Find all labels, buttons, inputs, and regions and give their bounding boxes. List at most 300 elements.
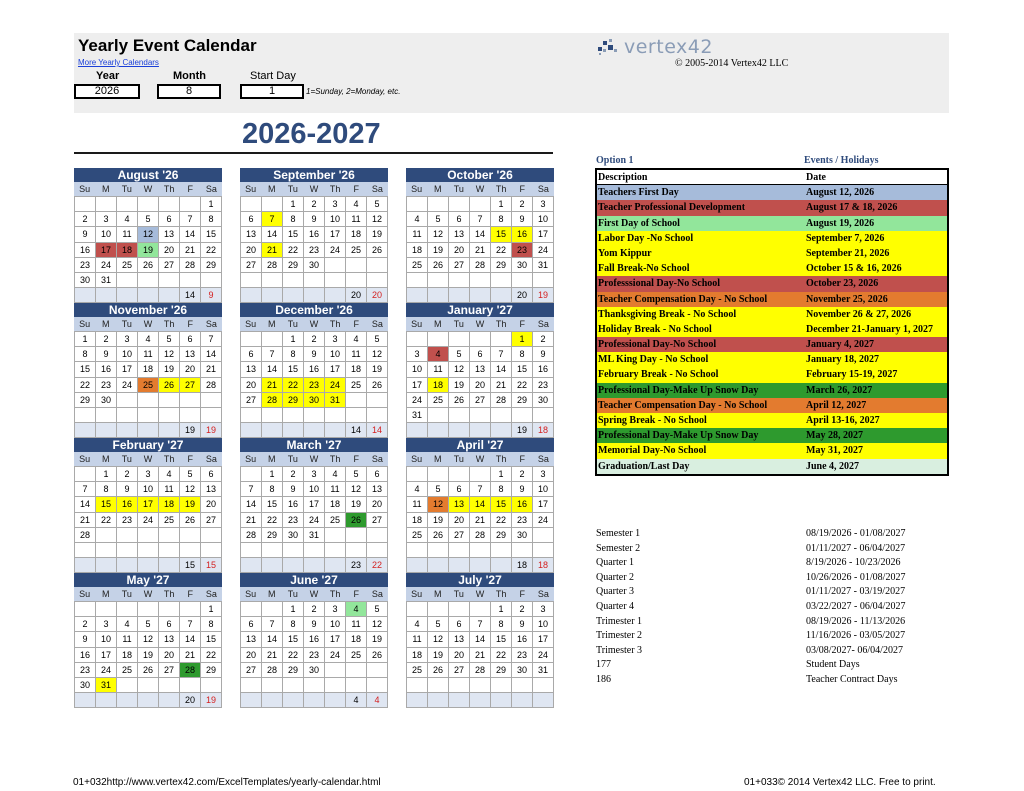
count-cell: 19	[533, 288, 554, 303]
count-cell	[325, 558, 346, 573]
empty-cell	[325, 543, 346, 558]
day-cell: 2	[304, 197, 325, 212]
event-date: October 23, 2026	[806, 278, 879, 290]
day-cell: 6	[241, 617, 262, 632]
day-cell: 26	[428, 258, 449, 273]
day-cell: 4	[117, 617, 138, 632]
event-row	[597, 276, 947, 291]
weekday-label: Th	[163, 184, 175, 194]
day-cell: 28	[180, 663, 201, 678]
term-value: 01/11/2027 - 06/04/2027	[806, 542, 906, 554]
event-row	[597, 261, 947, 276]
empty-cell	[180, 678, 201, 693]
day-cell: 30	[512, 528, 533, 543]
day-cell: 27	[241, 393, 262, 408]
weekday-label: Sa	[371, 184, 383, 194]
day-cell: 27	[241, 663, 262, 678]
year-input[interactable]: 2026	[74, 84, 140, 99]
day-cell: 22	[491, 513, 512, 528]
empty-cell	[470, 273, 491, 288]
day-cell: 11	[346, 212, 367, 227]
day-cell: 22	[491, 648, 512, 663]
day-cell: 22	[283, 648, 304, 663]
day-grid	[240, 196, 388, 303]
empty-cell	[512, 678, 533, 693]
empty-cell	[470, 467, 491, 482]
day-cell: 27	[201, 513, 222, 528]
day-cell: 9	[117, 482, 138, 497]
day-cell: 31	[304, 528, 325, 543]
empty-cell	[138, 273, 159, 288]
empty-cell	[449, 602, 470, 617]
empty-cell	[325, 678, 346, 693]
day-cell: 19	[159, 362, 180, 377]
day-cell: 2	[304, 602, 325, 617]
day-cell: 18	[325, 497, 346, 512]
empty-cell	[201, 528, 222, 543]
day-cell: 17	[117, 362, 138, 377]
day-cell: 4	[407, 617, 428, 632]
count-cell: 15	[201, 558, 222, 573]
day-cell: 11	[138, 347, 159, 362]
day-cell: 7	[470, 482, 491, 497]
day-cell: 15	[96, 497, 117, 512]
day-cell: 23	[75, 258, 96, 273]
day-cell: 21	[470, 513, 491, 528]
day-cell: 24	[533, 243, 554, 258]
weekday-label: Tu	[287, 454, 298, 464]
day-cell: 26	[180, 513, 201, 528]
month-title: April '27	[406, 438, 554, 452]
day-cell: 9	[512, 482, 533, 497]
day-cell: 9	[533, 347, 554, 362]
empty-cell	[159, 273, 180, 288]
day-cell: 19	[428, 513, 449, 528]
day-cell: 4	[346, 332, 367, 347]
day-cell: 2	[75, 617, 96, 632]
day-cell: 19	[180, 497, 201, 512]
day-cell: 28	[75, 528, 96, 543]
day-cell: 21	[201, 362, 222, 377]
day-cell: 31	[96, 678, 117, 693]
empty-cell	[75, 467, 96, 482]
term-row	[596, 659, 956, 674]
empty-cell	[117, 273, 138, 288]
day-cell: 6	[449, 617, 470, 632]
day-cell: 23	[304, 648, 325, 663]
month-block	[406, 438, 554, 573]
day-cell: 15	[491, 497, 512, 512]
count-cell: 9	[201, 288, 222, 303]
day-grid	[240, 331, 388, 438]
day-cell: 26	[367, 648, 388, 663]
day-cell: 20	[367, 497, 388, 512]
term-label: Quarter 1	[596, 557, 635, 569]
day-cell: 16	[304, 227, 325, 242]
event-description: Professional Day-Make Up Snow Day	[598, 430, 759, 442]
weekday-label: W	[475, 589, 485, 599]
day-cell: 27	[159, 258, 180, 273]
day-cell: 10	[325, 347, 346, 362]
empty-cell	[138, 543, 159, 558]
day-cell: 17	[138, 497, 159, 512]
empty-cell	[180, 602, 201, 617]
empty-cell	[346, 678, 367, 693]
empty-cell	[180, 273, 201, 288]
month-input[interactable]: 8	[157, 84, 221, 99]
vertex42-logo	[596, 36, 713, 58]
event-date: November 25, 2026	[806, 293, 888, 305]
count-cell	[159, 423, 180, 438]
day-cell: 22	[75, 378, 96, 393]
day-cell: 11	[407, 632, 428, 647]
weekday-label: Su	[411, 319, 423, 329]
day-cell: 6	[180, 332, 201, 347]
day-cell: 9	[75, 632, 96, 647]
day-cell: 26	[138, 663, 159, 678]
day-cell: 4	[407, 212, 428, 227]
day-cell: 6	[201, 467, 222, 482]
day-cell: 7	[262, 617, 283, 632]
count-cell	[325, 288, 346, 303]
more-calendars-link[interactable]: More Yearly Calendars	[78, 58, 159, 67]
count-cell	[470, 423, 491, 438]
month-block	[240, 303, 388, 438]
day-cell: 3	[138, 467, 159, 482]
weekday-label: Th	[329, 184, 341, 194]
day-cell: 5	[428, 482, 449, 497]
event-description: Teacher Compensation Day - No School	[598, 293, 768, 305]
day-cell: 16	[304, 632, 325, 647]
term-row	[596, 557, 956, 572]
day-cell: 17	[96, 243, 117, 258]
empty-cell	[117, 197, 138, 212]
day-cell: 28	[470, 528, 491, 543]
empty-cell	[180, 408, 201, 423]
day-cell: 24	[407, 393, 428, 408]
day-cell: 8	[491, 482, 512, 497]
empty-cell	[533, 408, 554, 423]
day-cell: 23	[75, 663, 96, 678]
empty-cell	[117, 543, 138, 558]
empty-cell	[428, 332, 449, 347]
empty-cell	[346, 393, 367, 408]
day-cell: 19	[367, 362, 388, 377]
day-cell: 22	[491, 243, 512, 258]
count-cell	[533, 693, 554, 708]
day-grid	[406, 196, 554, 303]
event-date: January 18, 2027	[806, 354, 880, 366]
day-cell: 21	[470, 243, 491, 258]
day-grid	[406, 601, 554, 708]
day-cell: 31	[96, 273, 117, 288]
weekday-label: W	[143, 454, 153, 464]
day-cell: 13	[449, 227, 470, 242]
day-cell: 1	[283, 602, 304, 617]
empty-cell	[449, 543, 470, 558]
day-cell: 9	[304, 212, 325, 227]
weekday-label: M	[101, 319, 110, 329]
day-cell: 6	[241, 212, 262, 227]
day-cell: 17	[304, 497, 325, 512]
day-cell: 13	[159, 227, 180, 242]
empty-cell	[407, 197, 428, 212]
count-cell	[75, 288, 96, 303]
day-cell: 12	[138, 227, 159, 242]
day-cell: 29	[201, 663, 222, 678]
day-cell: 23	[96, 378, 117, 393]
weekday-header	[240, 452, 388, 466]
day-cell: 11	[117, 632, 138, 647]
count-cell	[138, 558, 159, 573]
event-row	[597, 337, 947, 352]
day-cell: 30	[533, 393, 554, 408]
empty-cell	[491, 273, 512, 288]
count-cell	[117, 288, 138, 303]
empty-cell	[407, 678, 428, 693]
empty-cell	[138, 528, 159, 543]
count-cell	[75, 558, 96, 573]
weekday-label: W	[309, 454, 319, 464]
day-cell: 10	[533, 212, 554, 227]
empty-cell	[325, 528, 346, 543]
weekday-label: Tu	[453, 319, 464, 329]
day-cell: 2	[512, 602, 533, 617]
event-row	[597, 428, 947, 443]
empty-cell	[449, 273, 470, 288]
empty-cell	[159, 528, 180, 543]
year-rule-divider	[74, 152, 553, 154]
day-cell: 28	[201, 378, 222, 393]
weekday-header	[406, 317, 554, 331]
term-label: Quarter 2	[596, 571, 635, 583]
count-cell	[449, 558, 470, 573]
empty-cell	[304, 543, 325, 558]
day-cell: 26	[159, 378, 180, 393]
day-cell: 3	[325, 197, 346, 212]
empty-cell	[470, 408, 491, 423]
day-cell: 9	[512, 212, 533, 227]
start-day-input[interactable]: 1	[240, 84, 304, 99]
day-cell: 5	[367, 197, 388, 212]
weekday-label: M	[267, 589, 276, 599]
day-cell: 2	[533, 332, 554, 347]
count-cell	[159, 558, 180, 573]
day-cell: 12	[449, 362, 470, 377]
day-cell: 20	[470, 378, 491, 393]
event-description: Thanksgiving Break - No School	[598, 308, 737, 320]
start-day-label: Start Day	[250, 70, 296, 82]
day-cell: 24	[325, 648, 346, 663]
day-cell: 17	[407, 378, 428, 393]
empty-cell	[367, 663, 388, 678]
empty-cell	[117, 528, 138, 543]
empty-cell	[470, 678, 491, 693]
day-cell: 12	[367, 617, 388, 632]
day-cell: 18	[407, 243, 428, 258]
day-cell: 24	[304, 513, 325, 528]
day-cell: 10	[96, 227, 117, 242]
year-range-title: 2026-2027	[242, 118, 381, 150]
empty-cell	[449, 408, 470, 423]
day-cell: 27	[470, 393, 491, 408]
start-day-hint: 1=Sunday, 2=Monday, etc.	[306, 87, 401, 96]
empty-cell	[512, 273, 533, 288]
empty-cell	[159, 408, 180, 423]
empty-cell	[367, 408, 388, 423]
logo-text: vertex42	[624, 36, 713, 58]
day-cell: 25	[138, 378, 159, 393]
count-cell	[241, 423, 262, 438]
weekday-label: M	[267, 319, 276, 329]
empty-cell	[159, 543, 180, 558]
weekday-label: F	[519, 319, 526, 329]
term-value: Student Days	[806, 659, 860, 671]
day-cell: 29	[201, 258, 222, 273]
term-row	[596, 572, 956, 587]
weekday-label: Sa	[537, 319, 549, 329]
day-cell: 29	[262, 528, 283, 543]
day-grid	[240, 601, 388, 708]
day-cell: 12	[159, 347, 180, 362]
weekday-label: W	[309, 589, 319, 599]
empty-cell	[96, 543, 117, 558]
day-cell: 29	[491, 528, 512, 543]
day-cell: 3	[533, 467, 554, 482]
day-cell: 31	[325, 393, 346, 408]
count-cell	[138, 693, 159, 708]
empty-cell	[346, 543, 367, 558]
event-description: Teacher Professional Development	[598, 202, 746, 214]
day-cell: 14	[241, 497, 262, 512]
weekday-label: Sa	[537, 589, 549, 599]
event-description: First Day of School	[598, 217, 680, 229]
day-cell: 20	[201, 497, 222, 512]
empty-cell	[201, 678, 222, 693]
weekday-label: Su	[245, 319, 257, 329]
count-cell	[138, 288, 159, 303]
day-cell: 23	[512, 243, 533, 258]
day-cell: 10	[138, 482, 159, 497]
count-cell: 4	[346, 693, 367, 708]
count-cell: 20	[512, 288, 533, 303]
day-cell: 29	[283, 393, 304, 408]
count-cell	[117, 423, 138, 438]
empty-cell	[449, 678, 470, 693]
day-cell: 18	[428, 378, 449, 393]
day-cell: 8	[201, 212, 222, 227]
day-cell: 30	[283, 528, 304, 543]
term-value: 10/26/2026 - 01/08/2027	[806, 571, 906, 583]
year-label: Year	[96, 70, 120, 82]
count-cell	[262, 693, 283, 708]
weekday-label: W	[143, 184, 153, 194]
empty-cell	[407, 543, 428, 558]
event-row	[597, 398, 947, 413]
day-cell: 21	[262, 378, 283, 393]
count-cell	[428, 558, 449, 573]
count-cell: 20	[367, 288, 388, 303]
day-cell: 18	[346, 362, 367, 377]
empty-cell	[304, 678, 325, 693]
day-cell: 15	[491, 632, 512, 647]
day-cell: 29	[491, 663, 512, 678]
event-date: April 12, 2027	[806, 399, 867, 411]
empty-cell	[346, 408, 367, 423]
event-date: August 19, 2026	[806, 217, 875, 229]
count-cell	[512, 693, 533, 708]
day-cell: 14	[470, 632, 491, 647]
weekday-label: Su	[79, 184, 91, 194]
weekday-label: Th	[495, 319, 507, 329]
month-block	[240, 438, 388, 573]
empty-cell	[470, 197, 491, 212]
empty-cell	[367, 543, 388, 558]
day-cell: 11	[325, 482, 346, 497]
empty-cell	[407, 602, 428, 617]
footer-copyright: 01+033© 2014 Vertex42 LLC. Free to print.	[744, 777, 936, 788]
count-cell: 19	[201, 423, 222, 438]
day-cell: 20	[241, 243, 262, 258]
day-cell: 13	[449, 632, 470, 647]
empty-cell	[241, 332, 262, 347]
event-date: November 26 & 27, 2026	[806, 308, 912, 320]
empty-cell	[138, 197, 159, 212]
day-cell: 23	[512, 648, 533, 663]
day-cell: 10	[325, 617, 346, 632]
weekday-label: W	[475, 319, 485, 329]
empty-cell	[75, 197, 96, 212]
term-row	[596, 601, 956, 616]
empty-cell	[407, 467, 428, 482]
day-cell: 24	[138, 513, 159, 528]
empty-cell	[533, 678, 554, 693]
day-cell: 14	[180, 227, 201, 242]
empty-cell	[262, 197, 283, 212]
day-cell: 23	[304, 378, 325, 393]
month-title: October '26	[406, 168, 554, 182]
empty-cell	[201, 273, 222, 288]
day-cell: 29	[491, 258, 512, 273]
day-cell: 10	[325, 212, 346, 227]
day-cell: 9	[512, 617, 533, 632]
event-date: April 13-16, 2027	[806, 415, 880, 426]
weekday-header	[74, 182, 222, 196]
empty-cell	[75, 543, 96, 558]
day-cell: 12	[367, 212, 388, 227]
day-cell: 30	[75, 678, 96, 693]
day-cell: 12	[428, 497, 449, 512]
event-description: Spring Break - No School	[598, 415, 707, 426]
month-block	[240, 168, 388, 303]
day-cell: 9	[304, 617, 325, 632]
term-label: Quarter 3	[596, 586, 635, 598]
day-cell: 1	[491, 197, 512, 212]
weekday-label: Sa	[205, 589, 217, 599]
term-label: Trimester 2	[596, 630, 643, 642]
event-row	[597, 216, 947, 231]
count-cell	[449, 423, 470, 438]
count-cell: 14	[180, 288, 201, 303]
count-cell: 14	[346, 423, 367, 438]
day-cell: 2	[512, 467, 533, 482]
day-cell: 7	[241, 482, 262, 497]
event-row	[597, 307, 947, 322]
month-block	[74, 573, 222, 708]
count-cell	[407, 693, 428, 708]
day-cell: 21	[241, 513, 262, 528]
term-row	[596, 528, 956, 543]
